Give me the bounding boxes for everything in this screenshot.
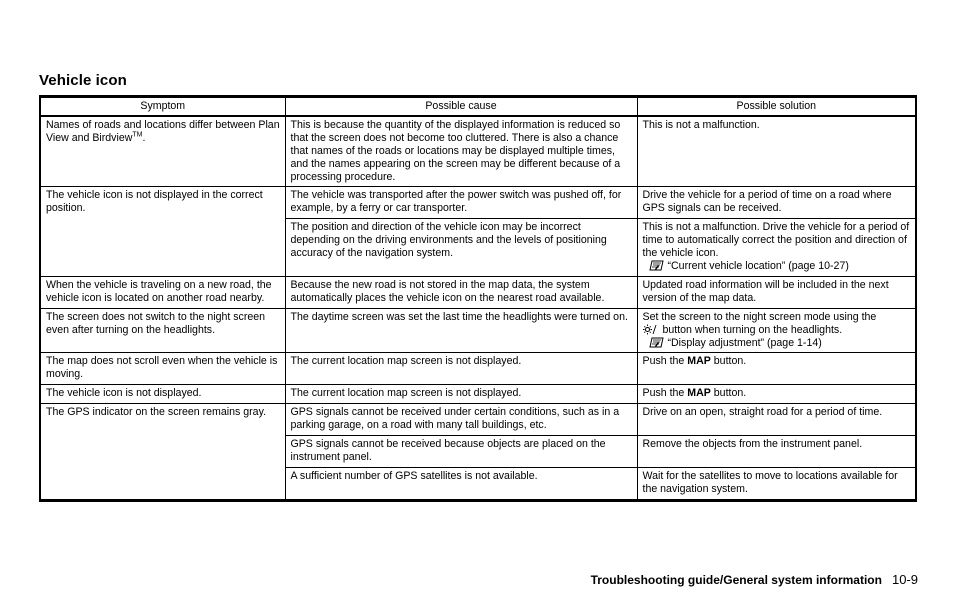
section-heading: Vehicle icon xyxy=(39,72,127,89)
header-possible-cause: Possible cause xyxy=(285,97,637,116)
solution-cell: This is not a malfunction. xyxy=(637,116,916,187)
solution-text: This is not a malfunction. Drive the vehicle for a period of time to automatically correct the position and direction of the vehicle icon. xyxy=(642,221,910,260)
page-reference[interactable] xyxy=(643,260,912,273)
solution-cell: Remove the objects from the instrument panel. xyxy=(637,435,916,467)
table-row xyxy=(40,385,916,404)
symptom-cell: The GPS indicator on the screen remains gray. xyxy=(40,404,285,500)
table-row xyxy=(40,276,916,308)
solution-text-continued: button when turning on the headlights. xyxy=(662,323,843,336)
cause-cell: A sufficient number of GPS satellites is not available. xyxy=(285,467,637,500)
footer-section-title: Troubleshooting guide/General system information xyxy=(590,573,882,587)
book-reference-icon xyxy=(649,337,665,348)
page-reference-text: “Current vehicle location” (page 10-27) xyxy=(667,259,849,272)
table-header-row xyxy=(40,97,916,116)
symptom-cell: The vehicle icon is not displayed in the correct position. xyxy=(40,187,285,276)
symptom-cell: When the vehicle is traveling on a new road, the vehicle icon is located on another road nearby. xyxy=(40,276,285,308)
cause-cell: The vehicle was transported after the power switch was pushed off, for example, by a ferry or car transporter. xyxy=(285,187,637,219)
troubleshooting-table xyxy=(39,95,917,502)
cause-cell: GPS signals cannot be received under certain conditions, such as in a parking garage, on a road with many tall buildings, etc. xyxy=(285,404,637,436)
table-row xyxy=(40,353,916,385)
solution-text: Push the xyxy=(642,387,685,400)
cause-cell: This is because the quantity of the displayed information is reduced so that the screen does not become too cluttered. There is also a chance that names of the roads or locations may be displayed multiple times, and the names appearing on the screen may be different because of a processing procedure. xyxy=(285,116,637,187)
page-footer xyxy=(591,572,918,587)
solution-text-end: button. xyxy=(713,355,747,368)
cause-cell: The position and direction of the vehicle icon may be incorrect depending on the driving environments and the levels of positioning accuracy of the navigation system. xyxy=(285,219,637,277)
symptom-cell xyxy=(40,116,285,187)
solution-cell: Updated road information will be included in the next version of the map data. xyxy=(637,276,916,308)
table-row xyxy=(40,116,916,187)
map-button-label: MAP xyxy=(687,355,711,368)
symptom-text: Names of roads and locations differ between Plan View and Birdview xyxy=(46,118,280,144)
solution-cell: Drive on an open, straight road for a period of time. xyxy=(637,404,916,436)
solution-text: Set the screen to the night screen mode using the xyxy=(642,310,877,323)
symptom-period: . xyxy=(142,131,146,144)
header-symptom: Symptom xyxy=(40,97,285,116)
solution-cell xyxy=(637,219,916,277)
symptom-cell: The vehicle icon is not displayed. xyxy=(40,385,285,404)
solution-text: Push the xyxy=(642,355,685,368)
solution-cell: Wait for the satellites to move to locations available for the navigation system. xyxy=(637,467,916,500)
symptom-cell: The screen does not switch to the night screen even after turning on the headlights. xyxy=(40,308,285,353)
cause-cell: Because the new road is not stored in the map data, the system automatically places the vehicle icon on the nearest road available. xyxy=(285,276,637,308)
solution-cell xyxy=(637,385,916,404)
cause-cell: GPS signals cannot be received because objects are placed on the instrument panel. xyxy=(285,435,637,467)
cause-cell: The current location map screen is not displayed. xyxy=(285,353,637,385)
header-possible-solution: Possible solution xyxy=(637,97,916,116)
page-reference-text: “Display adjustment” (page 1-14) xyxy=(667,336,822,349)
solution-cell: Drive the vehicle for a period of time on a road where GPS signals can be received. xyxy=(637,187,916,219)
book-reference-icon xyxy=(649,260,665,271)
cause-cell: The daytime screen was set the last time the headlights were turned on. xyxy=(285,308,637,353)
solution-cell xyxy=(637,308,916,353)
symptom-cell: The map does not scroll even when the vehicle is moving. xyxy=(40,353,285,385)
trademark-sup: TM xyxy=(132,131,143,139)
table-row xyxy=(40,187,916,219)
solution-text-end: button. xyxy=(713,387,747,400)
table-row xyxy=(40,404,916,436)
page-number: 10-9 xyxy=(891,572,918,587)
day-night-icon xyxy=(643,324,660,335)
map-button-label: MAP xyxy=(687,387,711,400)
table-row xyxy=(40,308,916,353)
cause-cell: The current location map screen is not displayed. xyxy=(285,385,637,404)
page-reference[interactable] xyxy=(643,337,912,350)
solution-cell xyxy=(637,353,916,385)
